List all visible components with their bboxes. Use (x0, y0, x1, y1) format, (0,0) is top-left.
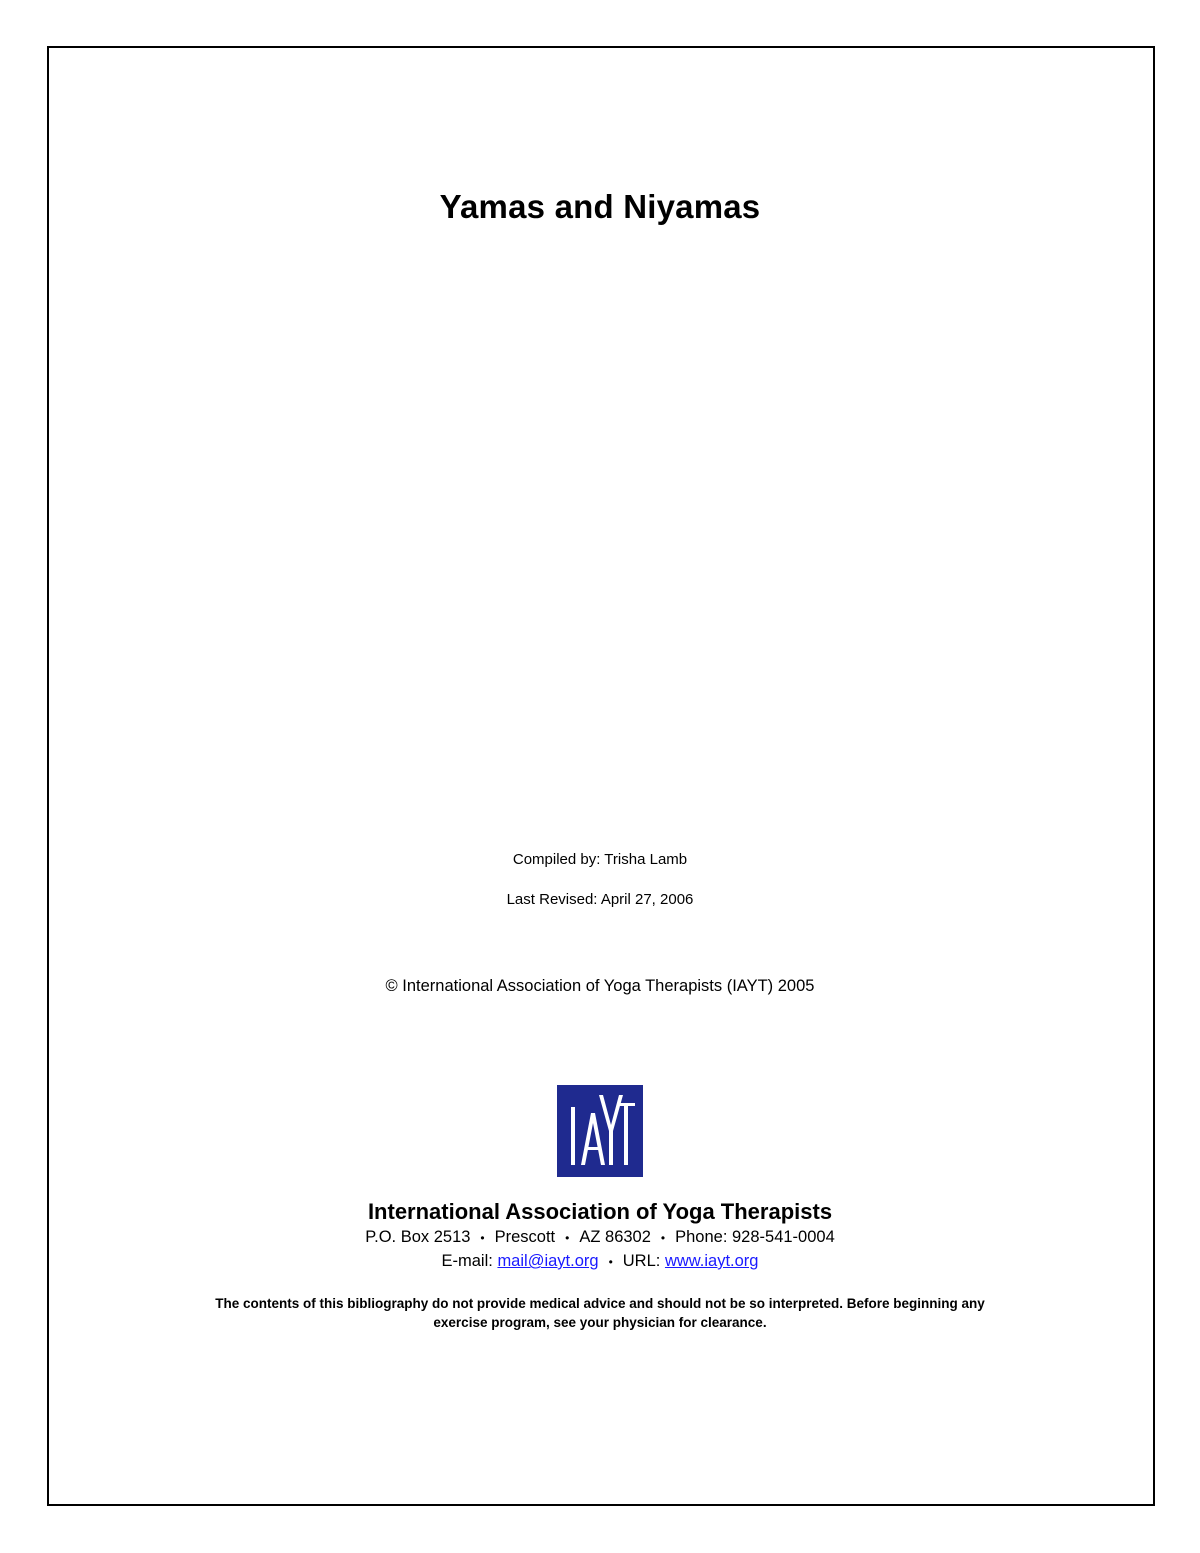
email-label: E-mail: (441, 1252, 498, 1270)
iayt-logo-icon (557, 1085, 643, 1177)
last-revised: Last Revised: April 27, 2006 (506, 891, 694, 908)
medical-disclaimer: The contents of this bibliography do not provide medical advice and should not be so interpreted. Before beginning any exercise program, see your physician for clearance. (215, 1296, 985, 1330)
organization-address (0, 1228, 1200, 1247)
city: Prescott (494, 1228, 556, 1246)
bullet-separator: • (565, 1230, 570, 1245)
po-box: P.O. Box 2513 (365, 1228, 471, 1246)
phone: Phone: 928-541-0004 (675, 1228, 835, 1246)
email-link[interactable]: mail@iayt.org (497, 1252, 599, 1270)
copyright-notice: © International Association of Yoga Therapists (IAYT) 2005 (385, 977, 815, 995)
organization-contact (0, 1252, 1200, 1271)
state-zip: AZ 86302 (579, 1228, 651, 1246)
iayt-logo-mark (557, 1085, 643, 1177)
bullet-separator: • (608, 1254, 613, 1269)
page-border (47, 46, 1155, 1506)
website-link[interactable]: www.iayt.org (664, 1252, 759, 1270)
compiled-by: Compiled by: Trisha Lamb (512, 851, 688, 868)
organization-name: International Association of Yoga Therapists (367, 1199, 833, 1224)
bullet-separator: • (660, 1230, 666, 1245)
url-label: URL: (622, 1252, 665, 1270)
document-title: Yamas and Niyamas (439, 188, 761, 225)
bullet-separator: • (480, 1230, 485, 1245)
